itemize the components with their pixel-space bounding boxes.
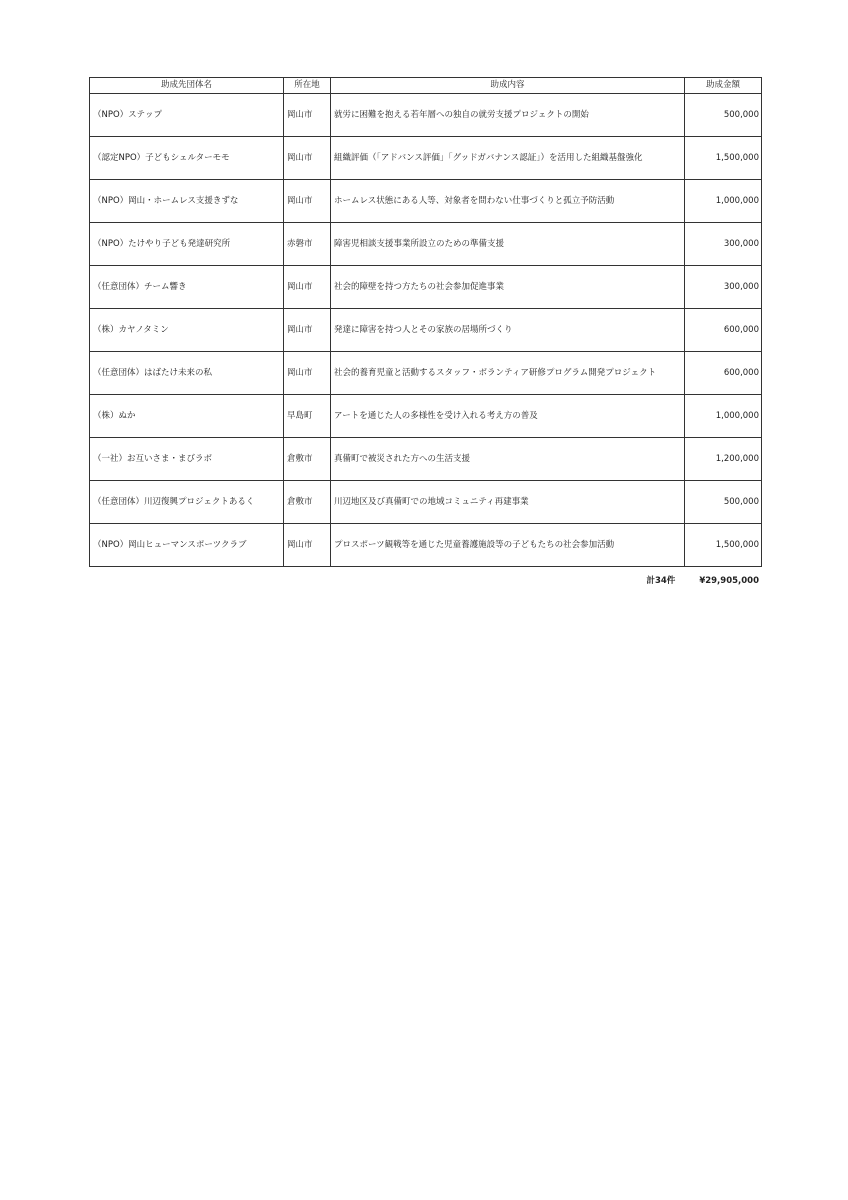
location-cell: 岡山市 (284, 352, 331, 395)
location-cell: 岡山市 (284, 94, 331, 137)
organization-name-cell: （任意団体）チーム響き (90, 266, 284, 309)
table-header-row (90, 78, 762, 94)
grant-amount-cell: 1,500,000 (685, 137, 762, 180)
grant-amount-cell: 1,500,000 (685, 524, 762, 567)
grant-amount-cell: 500,000 (685, 481, 762, 524)
location-cell: 赤磐市 (284, 223, 331, 266)
table-row (90, 223, 762, 266)
table-row (90, 94, 762, 137)
table-row (90, 524, 762, 567)
grant-amount-cell: 1,200,000 (685, 438, 762, 481)
table-row (90, 438, 762, 481)
table-row (90, 180, 762, 223)
grant-content-cell: 組織評価（「アドバンス評価」「グッドガバナンス認証」）を活用した組織基盤強化 (331, 137, 685, 180)
grant-content-cell: 真備町で被災された方への生活支援 (331, 438, 685, 481)
location-cell: 岡山市 (284, 524, 331, 567)
organization-name-cell: （認定NPO）子どもシェルターモモ (90, 137, 284, 180)
organization-name-cell: （一社）お互いさま・まびラボ (90, 438, 284, 481)
location-cell: 岡山市 (284, 266, 331, 309)
table-row (90, 352, 762, 395)
grant-amount-cell: 300,000 (685, 266, 762, 309)
organization-name-cell: （NPO）たけやり子ども発達研究所 (90, 223, 284, 266)
grant-list-sheet (89, 77, 761, 587)
grant-total-summary (89, 575, 761, 587)
location-cell: 早島町 (284, 395, 331, 438)
total-count: 計34件 (646, 576, 676, 586)
grant-amount-cell: 300,000 (685, 223, 762, 266)
organization-name-cell: （株）ぬか (90, 395, 284, 438)
grant-content-cell: 社会的養育児童と活動するスタッフ・ボランティア研修プログラム開発プロジェクト (331, 352, 685, 395)
organization-name-cell: （任意団体）はばたけ未来の私 (90, 352, 284, 395)
location-cell: 岡山市 (284, 180, 331, 223)
grant-content-cell: 就労に困難を抱える若年層への独自の就労支援プロジェクトの開始 (331, 94, 685, 137)
location-cell: 岡山市 (284, 137, 331, 180)
location-cell: 岡山市 (284, 309, 331, 352)
grant-content-cell: アートを通じた人の多様性を受け入れる考え方の普及 (331, 395, 685, 438)
organization-name-cell: （NPO）ステップ (90, 94, 284, 137)
grant-content-cell: ホームレス状態にある人等、対象者を問わない仕事づくりと孤立予防活動 (331, 180, 685, 223)
organization-name-cell: （NPO）岡山ヒューマンスポーツクラブ (90, 524, 284, 567)
organization-name-cell: （任意団体）川辺復興プロジェクトあるく (90, 481, 284, 524)
organization-name-cell: （NPO）岡山・ホームレス支援きずな (90, 180, 284, 223)
table-row (90, 481, 762, 524)
total-amount: ¥29,905,000 (699, 576, 759, 586)
location-cell: 倉敷市 (284, 438, 331, 481)
header-grant-content: 助成内容 (331, 78, 685, 94)
table-row (90, 395, 762, 438)
location-cell: 倉敷市 (284, 481, 331, 524)
grant-table (89, 77, 762, 567)
grant-content-cell: 川辺地区及び真備町での地域コミュニティ再建事業 (331, 481, 685, 524)
table-row (90, 309, 762, 352)
grant-amount-cell: 600,000 (685, 352, 762, 395)
grant-content-cell: プロスポーツ観戦等を通じた児童養護施設等の子どもたちの社会参加活動 (331, 524, 685, 567)
grant-content-cell: 社会的障壁を持つ方たちの社会参加促進事業 (331, 266, 685, 309)
grant-content-cell: 発達に障害を持つ人とその家族の居場所づくり (331, 309, 685, 352)
table-row (90, 266, 762, 309)
grant-amount-cell: 500,000 (685, 94, 762, 137)
header-location: 所在地 (284, 78, 331, 94)
organization-name-cell: （株）カヤノタミン (90, 309, 284, 352)
table-row (90, 137, 762, 180)
grant-content-cell: 障害児相談支援事業所設立のための準備支援 (331, 223, 685, 266)
grant-amount-cell: 600,000 (685, 309, 762, 352)
grant-amount-cell: 1,000,000 (685, 180, 762, 223)
grant-amount-cell: 1,000,000 (685, 395, 762, 438)
header-grant-amount: 助成金額 (685, 78, 762, 94)
header-organization-name: 助成先団体名 (90, 78, 284, 94)
